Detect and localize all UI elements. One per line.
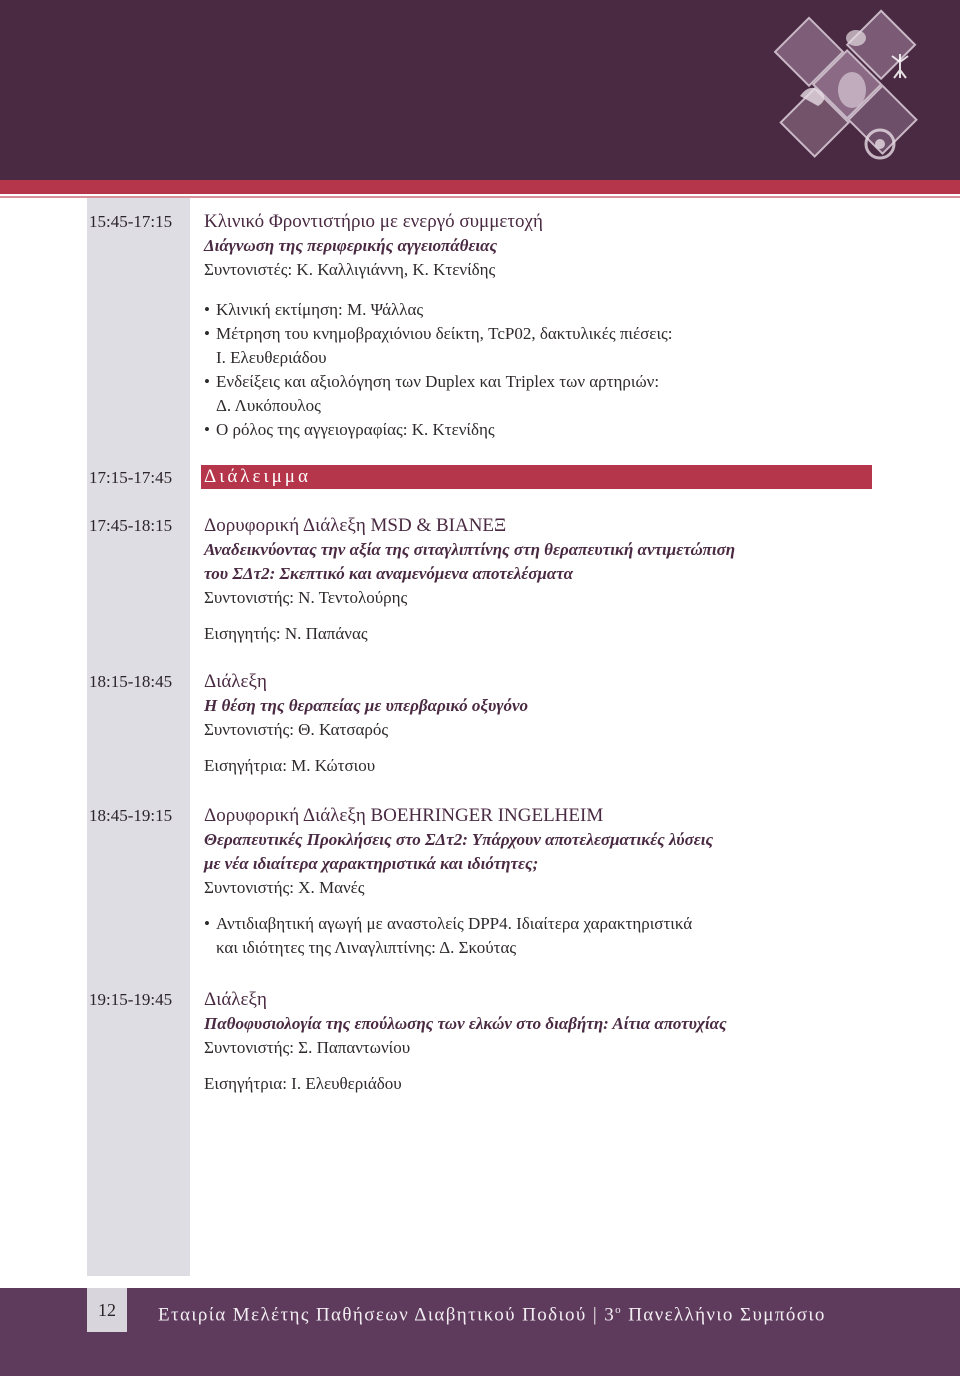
session-speaker: Εισηγητής: Ν. Παπάνας — [204, 624, 368, 643]
session-chairs: Συντονιστές: Κ. Καλλιγιάννη, Κ. Κτενίδης — [204, 260, 496, 279]
footer-symposium-number: 3 — [604, 1304, 616, 1326]
session-block — [204, 988, 874, 1096]
bullet-continuation: Ι. Ελευθεριάδου — [216, 348, 327, 367]
session-subtitle: Η θέση της θεραπείας με υπερβαρικό οξυγόνο — [204, 696, 529, 715]
session-block — [204, 670, 874, 778]
session-title: Δορυφορική Διάλεξη BOEHRINGER INGELHEIM — [204, 805, 604, 826]
break-bar: Διάλειμμα — [201, 465, 872, 489]
page-number: 12 — [98, 1300, 116, 1320]
header-stripe — [0, 180, 960, 194]
bullet-item: • Κλινική εκτίμηση: Μ. Ψάλλας — [204, 300, 424, 319]
session-speaker: Εισηγήτρια: Ι. Ελευθεριάδου — [204, 1074, 402, 1093]
bullet-item: • Ενδείξεις και αξιολόγηση των Duplex και Triplex των αρτηριών: — [204, 372, 660, 391]
session-title: Διάλεξη — [204, 671, 267, 692]
footer-symposium: Πανελλήνιο Συμπόσιο — [628, 1304, 826, 1326]
session-chair: Συντονιστής: Ν. Τεντολούρης — [204, 588, 408, 607]
session-subtitle: με νέα ιδιαίτερα χαρακτηριστικά και ιδιότητες; — [204, 854, 539, 873]
session-time: 17:15-17:45 — [89, 468, 173, 487]
time-column — [87, 198, 190, 1276]
footer-symposium-sup: ο — [615, 1304, 623, 1316]
footer-text — [158, 1296, 826, 1329]
session-time: 15:45-17:15 — [89, 212, 173, 231]
session-title: Κλινικό Φροντιστήριο με ενεργό συμμετοχή — [204, 211, 543, 232]
footer-society: Εταιρία Μελέτης Παθήσεων Διαβητικού Ποδιού — [158, 1304, 587, 1326]
session-subtitle: Διάγνωση της περιφερικής αγγειοπάθειας — [204, 236, 498, 255]
session-subtitle: του ΣΔτ2: Σκεπτικό και αναμενόμενα αποτελέσματα — [204, 564, 573, 583]
session-chair: Συντονιστής: Σ. Παπαντωνίου — [204, 1038, 411, 1057]
session-block — [204, 210, 874, 442]
session-subtitle: Παθοφυσιολογία της επούλωσης των ελκών στο διαβήτη: Αίτια αποτυχίας — [204, 1014, 727, 1033]
session-speaker: Εισηγήτρια: Μ. Κώτσιου — [204, 756, 376, 775]
session-time: 17:45-18:15 — [89, 516, 173, 535]
bullet-continuation: και ιδιότητες της Λιναγλιπτίνης: Δ. Σκούτας — [216, 938, 517, 957]
session-time: 18:15-18:45 — [89, 672, 173, 691]
medical-logo-icon — [760, 4, 940, 176]
session-block — [204, 514, 874, 646]
session-chair: Συντονιστής: Θ. Κατσαρός — [204, 720, 389, 739]
session-subtitle: Θεραπευτικές Προκλήσεις στο ΣΔτ2: Υπάρχουν αποτελεσματικές λύσεις — [204, 830, 714, 849]
session-subtitle: Αναδεικνύοντας την αξία της σιταγλιπτίνης στη θεραπευτική αντιμετώπιση — [204, 540, 736, 559]
session-title: Διάλεξη — [204, 989, 267, 1010]
session-time: 19:15-19:45 — [89, 990, 173, 1009]
footer-separator: | — [592, 1304, 599, 1326]
bullet-continuation: Δ. Λυκόπουλος — [216, 396, 321, 415]
bullet-item: • Αντιδιαβητική αγωγή με αναστολείς DPP4. Ιδιαίτερα χαρακτηριστικά — [204, 914, 693, 933]
session-block — [204, 804, 874, 960]
session-chair: Συντονιστής: Χ. Μανές — [204, 878, 365, 897]
session-time: 18:45-19:15 — [89, 806, 173, 825]
bullet-item: • Ο ρόλος της αγγειογραφίας: Κ. Κτενίδης — [204, 420, 495, 439]
bullet-item: • Μέτρηση του κνημοβραχιόνιου δείκτη, TcP02, δακτυλικές πιέσεις: — [204, 324, 673, 343]
session-title: Δορυφορική Διάλεξη MSD & ΒΙΑΝΕΞ — [204, 515, 507, 536]
